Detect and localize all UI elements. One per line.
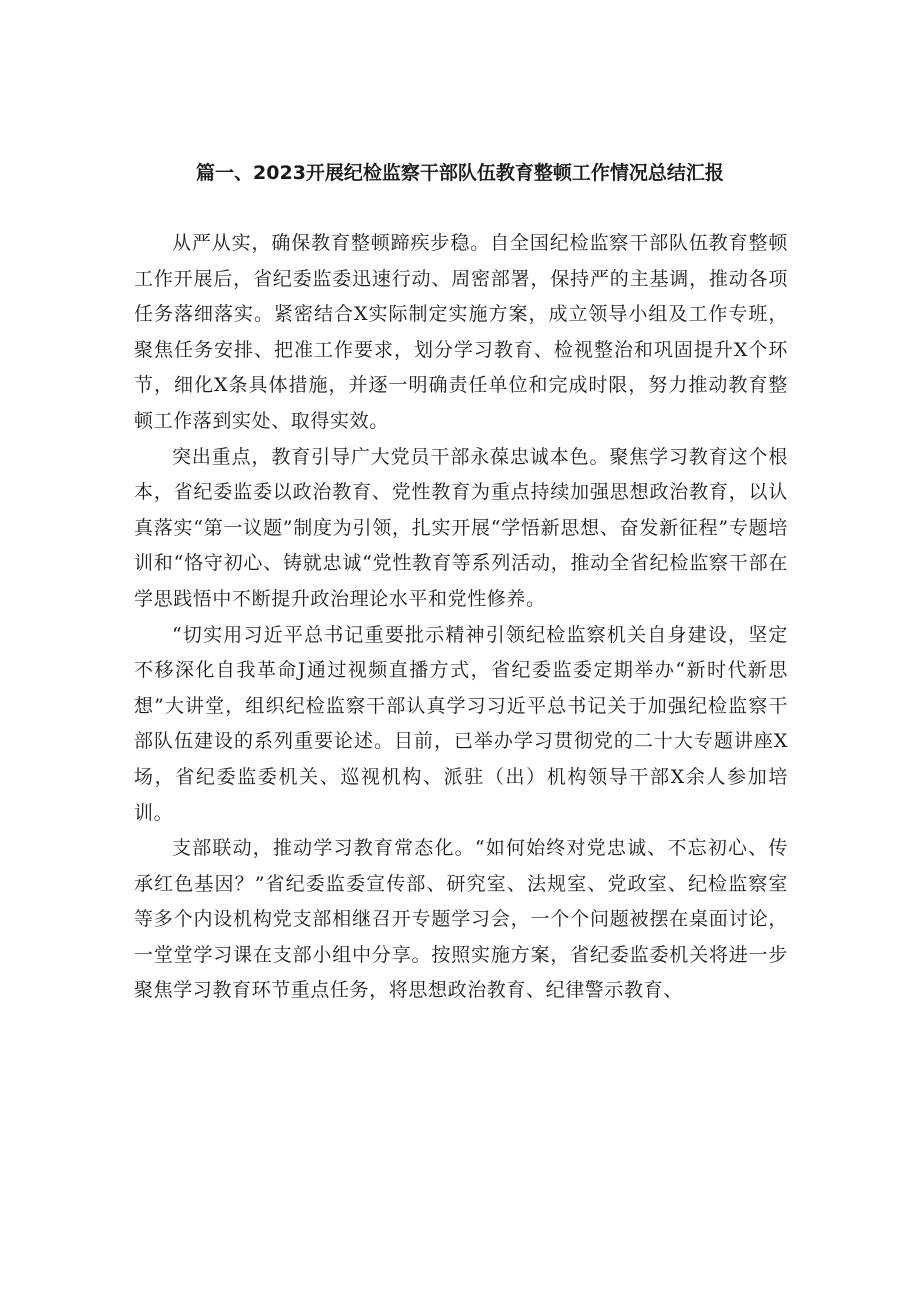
paragraph-3: “切实用习近平总书记重要批示精神引领纪检监察机关自身建设，坚定不移深化自我革命J通过视频直播方式，省纪委监委定期举办“新时代新思想”大讲堂，组织纪检监察干部认真学习习近平总书记关于加强纪检监察干部队伍建设的系列重要论述。目前，已举办学习贯彻党的二十大专题讲座X场，省纪委监委机关、巡视机构、派驻（出）机构领导干部X余人参加培训。 [134,623,788,824]
document-body [134,226,788,1009]
paragraph-2: 突出重点，教育引导广大党员干部永葆忠诚本色。聚焦学习教育这个根本，省纪委监委以政治教育、党性教育为重点持续加强思想政治教育，以认真落实“第一议题”制度为引领，扎实开展“学悟新思想、奋发新征程”专题培训和“恪守初心、铸就忠诚“党性教育等系列活动，推动全省纪检监察干部在学思践悟中不断提升政治理论水平和党性修养。 [134,445,788,610]
document-title: 篇一、2023开展纪检监察干部队伍教育整顿工作情况总结汇报 [196,162,724,184]
paragraph-1: 从严从实，确保教育整顿蹄疾步稳。自全国纪检监察干部队伍教育整顿工作开展后，省纪委监委迅速行动、周密部署，保持严的主基调，推动各项任务落细落实。紧密结合X实际制定实施方案，成立领导小组及工作专班，聚焦任务安排、把准工作要求，划分学习教育、检视整治和巩固提升X个环节，细化X条具体措施，并逐一明确责任单位和完成时限，努力推动教育整顿工作落到实处、取得实效。 [134,232,788,432]
paragraph-4: 支部联动，推动学习教育常态化。“如何始终对党忠诚、不忘初心、传承红色基因？”省纪委监委宣传部、研究室、法规室、党政室、纪检监察室等多个内设机构党支部相继召开专题学习会，一个个问题被摆在桌面讨论，一堂堂学习课在支部小组中分享。按照实施方案，省纪委监委机关将进一步聚焦学习教育环节重点任务，将思想政治教育、纪律警示教育、 [134,837,788,1002]
